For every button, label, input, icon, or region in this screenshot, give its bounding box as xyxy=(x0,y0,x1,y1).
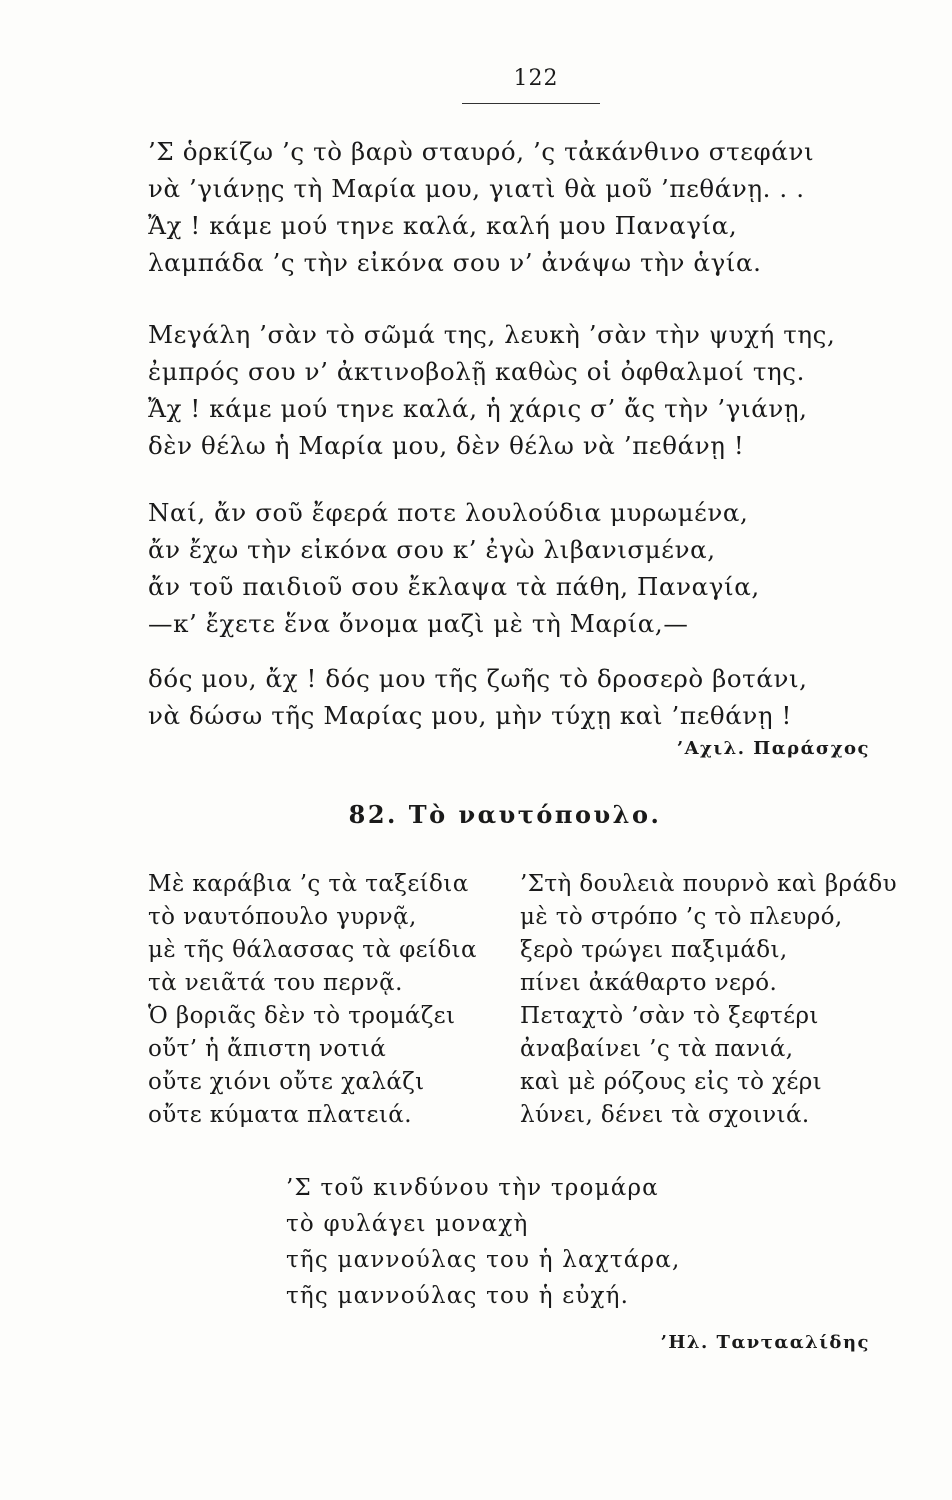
poem1-line: Ἄχ ! κάμε μού τηνε καλά, καλή μου Παναγία, xyxy=(148,211,738,240)
poem2-right-line: ἀναβαίνει ’ς τὰ πανιά, xyxy=(520,1036,794,1062)
poem1-line: —κ’ ἔχετε ἕνα ὄνομα μαζὶ μὲ τὴ Μαρία,— xyxy=(148,609,689,638)
poem2-left-line: οὔτε χιόνι οὔτε χαλάζι xyxy=(148,1069,425,1095)
poem2-right-line: λύνει, δένει τὰ σχοινιά. xyxy=(520,1102,810,1128)
poem1-line: νὰ ’γιάνῃς τὴ Μαρία μου, γιατὶ θὰ μοῦ ’πεθάνῃ. . . xyxy=(148,174,805,203)
poem2-final-line: τῆς μαννούλας του ἡ λαχτάρα, xyxy=(286,1247,681,1273)
poem1-line: νὰ δώσω τῆς Μαρίας μου, μὴν τύχῃ καὶ ’πεθάνῃ ! xyxy=(148,701,792,730)
poem2-left-line: Μὲ καράβια ’ς τὰ ταξείδια xyxy=(148,871,469,897)
poem1-line: ἐμπρός σου ν’ ἀκτινοβολῇ καθὼς οἱ ὀφθαλμοί της. xyxy=(148,357,806,386)
poem1-line: λαμπάδα ’ς τὴν εἰκόνα σου ν’ ἀνάψω τὴν ἁγία. xyxy=(148,248,762,277)
page-number: 122 xyxy=(513,66,559,91)
poem2-left-line: οὔτε κύματα πλατειά. xyxy=(148,1102,412,1128)
poem1-line: Μεγάλη ’σὰν τὸ σῶμά της, λευκὴ ’σὰν τὴν ψυχή της, xyxy=(148,320,836,349)
poem1-line: ἄν τοῦ παιδιοῦ σου ἔκλαψα τὰ πάθη, Παναγία, xyxy=(148,572,760,601)
poem2-left-line: μὲ τῆς θάλασσας τὰ φείδια xyxy=(148,937,477,963)
poem2-left-line: τὸ ναυτόπουλο γυρνᾷ, xyxy=(148,904,417,930)
poem2-left-line: τὰ νειᾶτά του περνᾷ. xyxy=(148,970,403,996)
poem2-right-line: μὲ τὸ στρόπο ’ς τὸ πλευρό, xyxy=(520,904,843,930)
poem2-right-line: καὶ μὲ ρόζους εἰς τὸ χέρι xyxy=(520,1069,823,1095)
poem2-title: 82. Τὸ ναυτόπουλο. xyxy=(348,800,662,829)
poem2-final-line: τῆς μαννούλας του ἡ εὐχή. xyxy=(286,1283,630,1309)
poem2-author: ’Ηλ. Ταντααλίδης xyxy=(660,1332,870,1353)
poem1-author: ’Αχιλ. Παράσχος xyxy=(676,738,870,759)
poem2-left-line: Ὁ βοριᾶς δὲν τὸ τρομάζει xyxy=(148,1003,456,1029)
poem2-right-line: Πεταχτὸ ’σὰν τὸ ξεφτέρι xyxy=(520,1003,819,1029)
poem2-right-line: ’Στὴ δουλειὰ πουρνὸ καὶ βράδυ xyxy=(520,871,898,897)
poem1-line: ’Σ ὁρκίζω ’ς τὸ βαρὺ σταυρό, ’ς τἀκάνθινο στεφάνι xyxy=(148,137,815,166)
poem1-line: Ἄχ ! κάμε μού τηνε καλά, ἡ χάρις σ’ ἄς τὴν ’γιάνῃ, xyxy=(148,394,808,423)
poem2-final-line: ’Σ τοῦ κινδύνου τὴν τρομάρα xyxy=(286,1175,659,1201)
poem2-left-line: οὔτ’ ἡ ἄπιστη νοτιά xyxy=(148,1036,387,1062)
poem2-right-line: ξερὸ τρώγει παξιμάδι, xyxy=(520,937,788,963)
header-rule xyxy=(462,103,600,104)
poem2-final-line: τὸ φυλάγει μοναχὴ xyxy=(286,1211,529,1237)
poem1-line: ἄν ἔχω τὴν εἰκόνα σου κ’ ἐγὼ λιβανισμένα, xyxy=(148,535,716,564)
poem1-line: Ναί, ἄν σοῦ ἔφερά ποτε λουλούδια μυρωμένα, xyxy=(148,498,749,527)
poem1-line: δὲν θέλω ἡ Μαρία μου, δὲν θέλω νὰ ’πεθάνῃ ! xyxy=(148,431,745,460)
poem1-line: δός μου, ἄχ ! δός μου τῆς ζωῆς τὸ δροσερὸ βοτάνι, xyxy=(148,664,808,693)
poem2-right-line: πίνει ἀκάθαρτο νερό. xyxy=(520,970,778,996)
